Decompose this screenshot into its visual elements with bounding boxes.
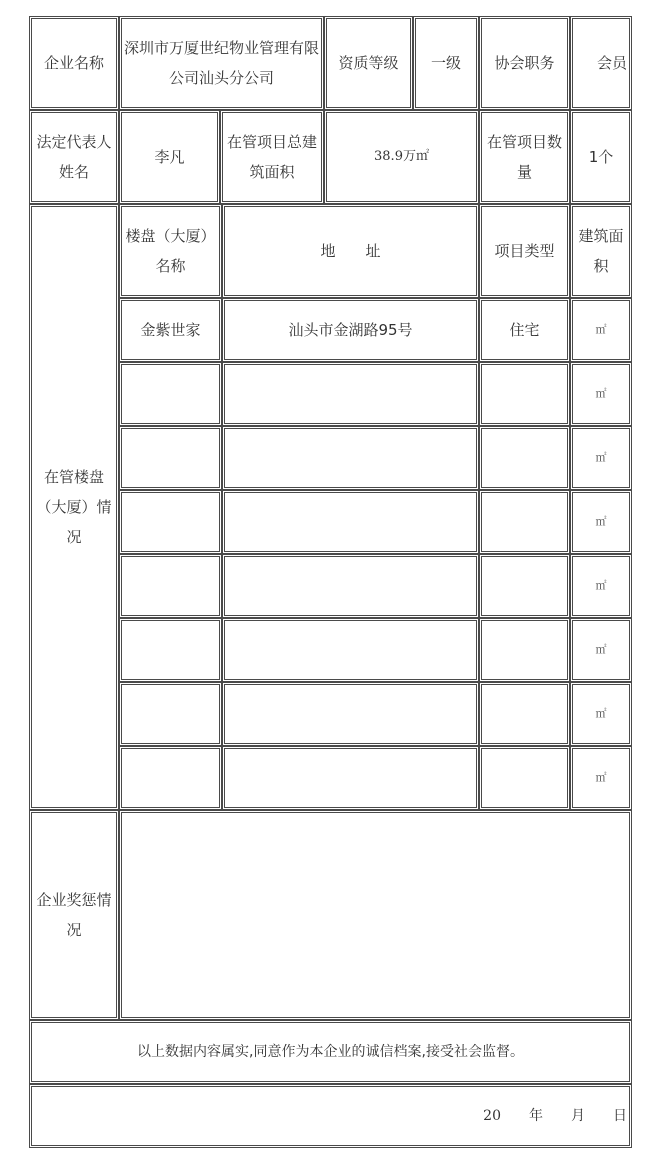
total-area-value-text: 38.9万㎡ xyxy=(374,149,429,164)
property-name-cell xyxy=(119,618,222,682)
property-area-cell-text: ㎡ xyxy=(595,387,607,400)
property-name-cell xyxy=(119,298,222,362)
property-address-cell xyxy=(222,618,479,682)
qualification-value-text: 一级 xyxy=(430,54,461,72)
property-address-cell xyxy=(222,362,479,426)
legal-rep-label xyxy=(29,110,119,204)
date-row xyxy=(29,1084,632,1148)
property-area-cell xyxy=(570,298,632,362)
property-type-cell-text: 住宅 xyxy=(509,321,540,339)
column-header-address xyxy=(222,204,479,298)
legal-rep-value xyxy=(119,110,220,204)
property-address-cell xyxy=(222,746,479,810)
properties-section-label xyxy=(29,204,119,810)
property-type-cell xyxy=(479,554,570,618)
association-role-value xyxy=(570,16,632,110)
property-type-cell xyxy=(479,426,570,490)
property-area-cell-text: ㎡ xyxy=(595,515,607,528)
property-area-cell xyxy=(570,490,632,554)
company-name-label xyxy=(29,16,119,110)
property-area-cell xyxy=(570,426,632,490)
property-address-cell xyxy=(222,490,479,554)
date-day: 日 xyxy=(613,1108,627,1124)
property-area-cell xyxy=(570,362,632,426)
property-name-cell xyxy=(119,746,222,810)
property-type-cell xyxy=(479,298,570,362)
total-area-label-text: 在管项目总建筑面积 xyxy=(226,133,317,181)
property-area-cell-text: ㎡ xyxy=(595,771,607,784)
property-name-cell xyxy=(119,490,222,554)
column-header-address-text: 地 址 xyxy=(320,242,381,260)
column-header-type-text: 项目类型 xyxy=(494,242,555,260)
date-year-prefix: 20 xyxy=(483,1108,501,1124)
qualification-label xyxy=(324,16,413,110)
project-count-label xyxy=(479,110,570,204)
qualification-label-text: 资质等级 xyxy=(338,54,399,72)
legal-rep-value-text: 李凡 xyxy=(154,148,185,166)
property-area-cell-text: ㎡ xyxy=(595,323,607,336)
property-address-cell xyxy=(222,426,479,490)
total-area-value xyxy=(324,110,479,204)
date-year: 年 xyxy=(529,1108,543,1124)
property-type-cell xyxy=(479,490,570,554)
property-area-cell-text: ㎡ xyxy=(595,579,607,592)
property-area-cell-text: ㎡ xyxy=(595,643,607,656)
property-type-cell xyxy=(479,682,570,746)
total-area-label xyxy=(220,110,324,204)
company-name-value xyxy=(119,16,324,110)
date-month: 月 xyxy=(571,1108,585,1124)
association-role-label-text: 协会职务 xyxy=(494,54,555,72)
column-header-name-text: 楼盘（大厦）名称 xyxy=(125,227,216,275)
company-name-value-text: 深圳市万厦世纪物业管理有限公司汕头分公司 xyxy=(124,39,320,87)
property-name-cell xyxy=(119,682,222,746)
property-area-cell xyxy=(570,746,632,810)
property-address-cell xyxy=(222,682,479,746)
property-area-cell-text: ㎡ xyxy=(595,707,607,720)
awards-label-text: 企业奖惩情况 xyxy=(36,891,112,939)
property-address-cell xyxy=(222,554,479,618)
association-role-value-text: 会员 xyxy=(596,54,627,72)
property-area-cell xyxy=(570,618,632,682)
association-role-label xyxy=(479,16,570,110)
property-name-cell xyxy=(119,362,222,426)
awards-label xyxy=(29,810,119,1020)
property-type-cell xyxy=(479,746,570,810)
property-name-cell-text: 金紫世家 xyxy=(140,321,201,339)
project-count-value-text: 1个 xyxy=(588,148,614,166)
property-address-cell-text: 汕头市金湖路95号 xyxy=(288,321,413,339)
qualification-value xyxy=(413,16,479,110)
property-area-cell xyxy=(570,554,632,618)
declaration xyxy=(29,1020,632,1084)
property-type-cell xyxy=(479,618,570,682)
property-area-cell-text: ㎡ xyxy=(595,451,607,464)
legal-rep-label-text: 法定代表人姓名 xyxy=(36,133,112,181)
property-name-cell xyxy=(119,554,222,618)
property-type-cell xyxy=(479,362,570,426)
project-count-label-text: 在管项目数量 xyxy=(486,133,562,181)
awards-value xyxy=(119,810,632,1020)
company-name-label-text: 企业名称 xyxy=(43,54,104,72)
properties-section-label-text: 在管楼盘（大厦）情况 xyxy=(36,468,112,546)
column-header-type xyxy=(479,204,570,298)
property-address-cell xyxy=(222,298,479,362)
property-name-cell xyxy=(119,426,222,490)
declaration-text: 以上数据内容属实,同意作为本企业的诚信档案,接受社会监督。 xyxy=(137,1044,524,1060)
project-count-value xyxy=(570,110,632,204)
column-header-area xyxy=(570,204,632,298)
column-header-name xyxy=(119,204,222,298)
column-header-area-text: 建筑面积 xyxy=(578,227,624,275)
property-area-cell xyxy=(570,682,632,746)
